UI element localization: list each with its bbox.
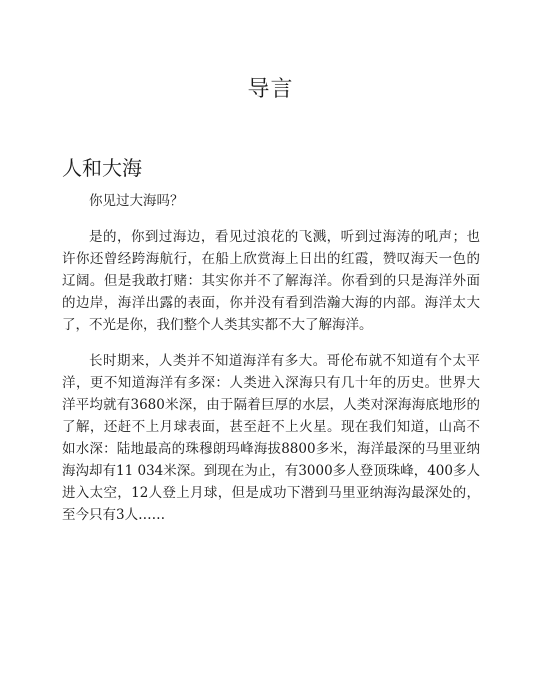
body-text [62,190,480,540]
section-heading: 人和大海 [62,156,142,180]
paragraph: 是的，你到过海边，看见过浪花的飞溅，听到过海涛的吼声；也许你还曾经跨海航行，在船上欣赏海上日出的红霞，赞叹海天一色的辽阔。但是我敢打赌：其实你并不了解海洋。你看到的只是海洋外面的边岸，海洋出露的表面，你并没有看到浩瀚大海的内部。海洋太大了，不光是你，我们整个人类其实都不大了解海洋。 [62,229,480,333]
paragraph: 你见过大海吗？ [89,193,184,209]
paragraph: 长时期来，人类并不知道海洋有多大。哥伦布就不知道有个太平洋，更不知道海洋有多深：人类进入深海只有几十年的历史。世界大洋平均就有3680米深，由于隔着巨厚的水层，人类对深海海底地形的了解，还赶不上月球表面，甚至赶不上火星。现在我们知道，山高不如水深：陆地最高的珠穆朗玛峰海拔8800多米，海洋最深的马里亚纳海沟却有11 034米深。到现在为止，有3000多人登顶珠峰，400多人进入太空，12人登上月球，但是成功下潜到马里亚纳海沟最深处的，至今只有3人…… [62,353,480,523]
document-title: 导言 [247,77,294,102]
